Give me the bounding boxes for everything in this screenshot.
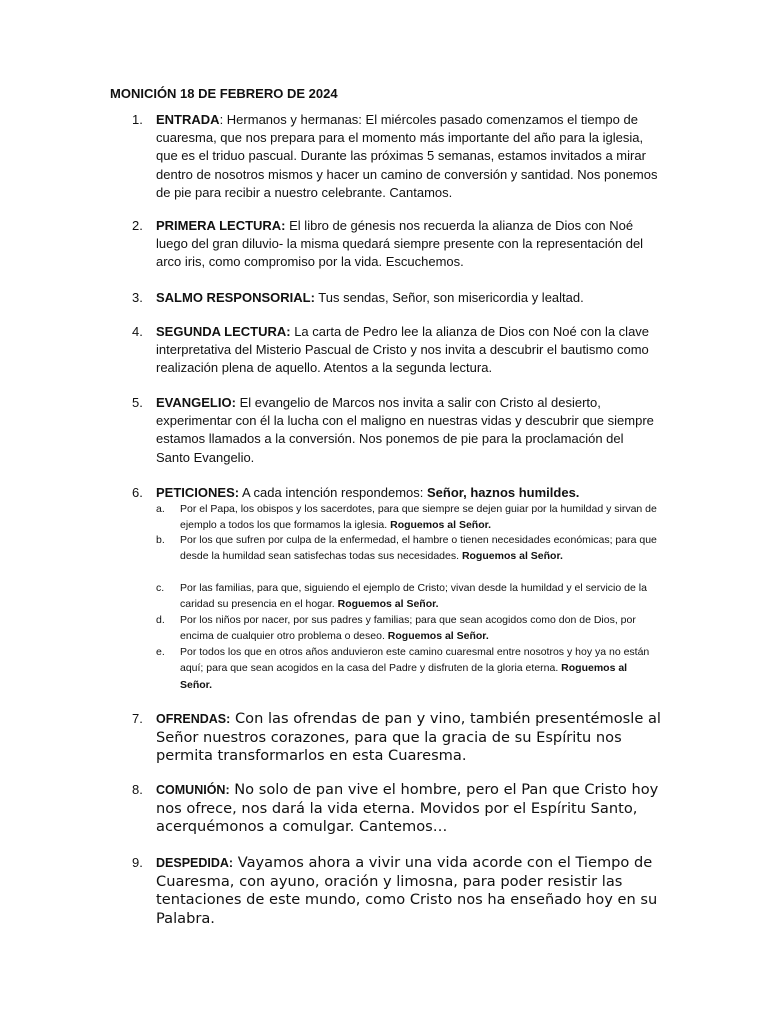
item-text: Vayamos ahora a vivir una vida acorde con el Tiempo de Cuaresma, con ayuno, oración y limosna, para poder resistir las tentaciones de este mundo, como Cristo nos ha enseñado hoy en su Palabra. xyxy=(156,854,658,927)
peticion-text xyxy=(180,580,662,613)
item-number: 8. xyxy=(132,782,143,797)
item-label: EVANGELIO: xyxy=(156,395,236,410)
item-body xyxy=(156,323,658,378)
item-text: Con las ofrendas de pan y vino, también presentémosle al Señor nuestros corazones, para que la gracia de su Espíritu nos permita transformarlos en esta Cuaresma. xyxy=(156,710,661,764)
peticion-response: Roguemos al Señor. xyxy=(180,662,628,691)
peticion-response: Roguemos al Señor. xyxy=(461,550,563,563)
item-number: 7. xyxy=(132,711,143,726)
item-number: 4. xyxy=(132,324,143,339)
item-body xyxy=(156,289,658,307)
item-text: El evangelio de Marcos nos invita a salir con Cristo al desierto, experimentar con él la lucha con el maligno en nuestras vidas y descubrir que siempre estamos llamados a la conversión. Nos ponemos de pie para la proclamación del Santo Evangelio. xyxy=(156,395,654,465)
item-body xyxy=(156,710,666,766)
peticion-body: Por los que sufren por culpa de la enfermedad, el hambre o tienen necesidades económicas; para que desde la humildad sean satisfechas todas sus necesidades. xyxy=(180,534,657,563)
item-label: OFRENDAS: xyxy=(156,712,231,726)
item-number: 2. xyxy=(132,218,143,233)
peticion-body: Por las familias, para que, siguiendo el ejemplo de Cristo; vivan desde la humildad y el servicio de la caridad su presencia en el hogar. xyxy=(180,582,647,611)
item-body xyxy=(156,484,658,502)
item-label: PETICIONES: xyxy=(156,485,240,500)
peticion-letter: e. xyxy=(156,646,165,658)
item-text: Hermanos y hermanas: El miércoles pasado comenzamos el tiempo de cuaresma, que nos prepara para el momento más importante del año para la iglesia, que es el triduo pascual. Durante las próximas 5 semanas, estamos invitados a mirar dentro de nosotros mismos y hacer un camino de conversión y santidad. Nos ponemos de pie para recibir a nuestro celebrante. Cantamos. xyxy=(156,112,658,200)
item-text: No solo de pan vive el hombre, pero el Pan que Cristo hoy nos ofrece, nos dará la vida eterna. Movidos por el Espíritu Santo, acerquémonos a comulgar. Cantemos… xyxy=(156,781,659,835)
item-body xyxy=(156,781,666,837)
item-label: COMUNIÓN: xyxy=(156,783,230,797)
peticion-response: Roguemos al Señor. xyxy=(337,598,439,611)
peticion-response: Roguemos al Señor. xyxy=(390,519,492,532)
item-body xyxy=(156,394,658,467)
peticion-body: Por todos los que en otros años anduvieron este camino cuaresmal entre nosotros y hoy ya no están aquí; para que sean acogidos en la casa del Padre y disfruten de la gloria eterna. xyxy=(180,646,650,675)
peticion-body: Por el Papa, los obispos y los sacerdotes, para que siempre se dejen guiar por la humildad y sirvan de ejemplo a todos los que formamos la iglesia. xyxy=(180,503,657,532)
item-label: PRIMERA LECTURA: xyxy=(156,218,286,233)
peticion-text xyxy=(180,501,662,534)
item-number: 9. xyxy=(132,855,143,870)
peticion-text xyxy=(180,644,662,693)
item-body xyxy=(156,217,658,272)
item-number: 5. xyxy=(132,395,143,410)
item-body xyxy=(156,854,666,928)
item-label: ENTRADA xyxy=(156,112,220,127)
peticion-letter: b. xyxy=(156,534,165,546)
item-separator: : xyxy=(219,112,227,127)
item-label: DESPEDIDA: xyxy=(156,856,234,870)
peticion-response: Roguemos al Señor. xyxy=(387,630,489,643)
item-label: SEGUNDA LECTURA: xyxy=(156,324,291,339)
item-text: Tus sendas, Señor, son misericordia y lealtad. xyxy=(318,290,584,305)
peticion-text xyxy=(180,612,662,645)
item-text: La carta de Pedro lee la alianza de Dios con Noé con la clave interpretativa del Misterio Pascual de Cristo y nos invita a descubrir el bautismo como realización plena de aquello. Atentos a la segunda lectura. xyxy=(156,324,650,376)
peticion-letter: c. xyxy=(156,582,165,594)
item-number: 3. xyxy=(132,290,143,305)
item-text: El libro de génesis nos recuerda la alianza de Dios con Noé luego del gran diluvio- la misma quedará siempre presente con la representación del arco iris, como compromiso por la vida. Escuchemos. xyxy=(156,218,644,270)
item-text: A cada intención respondemos: xyxy=(241,485,427,500)
peticion-body: Por los niños por nacer, por sus padres y familias; para que sean acogidos como don de Dios, por encima de cualquier otro problema o deseo. xyxy=(180,614,636,643)
document-title: MONICIÓN 18 DE FEBRERO DE 2024 xyxy=(110,86,338,101)
item-label: SALMO RESPONSORIAL: xyxy=(156,290,315,305)
peticion-letter: a. xyxy=(156,503,165,515)
item-number: 1. xyxy=(132,112,143,127)
peticion-text xyxy=(180,532,662,565)
peticion-letter: d. xyxy=(156,614,165,626)
item-response: Señor, haznos humildes. xyxy=(427,485,580,500)
item-body xyxy=(156,111,658,202)
item-number: 6. xyxy=(132,485,143,500)
